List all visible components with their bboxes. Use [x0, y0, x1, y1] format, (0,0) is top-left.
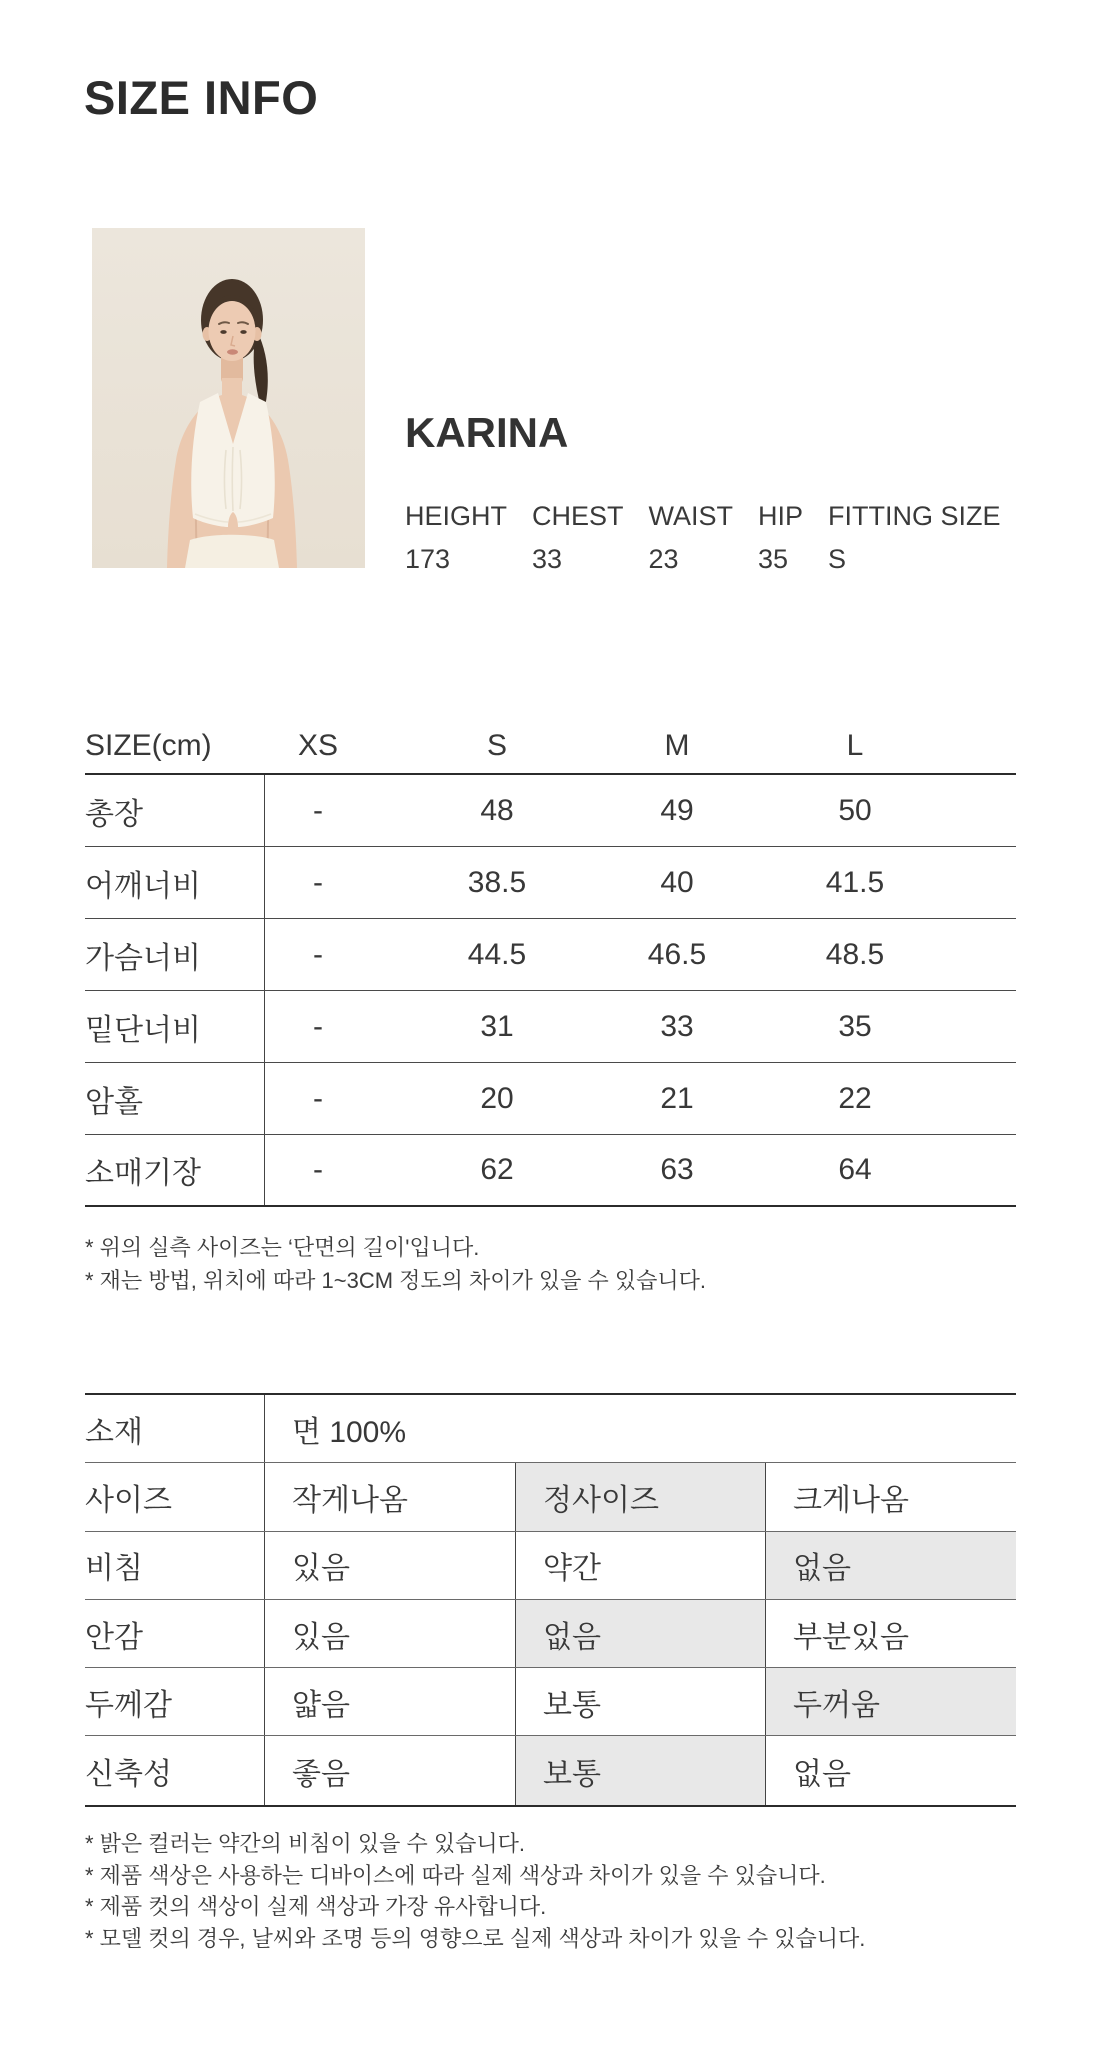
row-label: 비침 [85, 1532, 265, 1599]
size-value: 21 [660, 1081, 694, 1115]
row-label: 암홀 [85, 1063, 265, 1134]
bottom-notes [85, 1828, 865, 1954]
material-value: 면 100% [292, 1415, 407, 1449]
size-value: 31 [480, 1009, 514, 1043]
row-label: 안감 [85, 1600, 265, 1667]
stat-label: HEIGHT [405, 501, 508, 531]
model-photo-illustration [92, 228, 365, 568]
fabric-table [85, 1393, 1016, 1807]
model-stats [405, 502, 1001, 574]
size-value: 62 [480, 1153, 514, 1186]
row-label: 소매기장 [85, 1135, 265, 1205]
size-value: - [313, 1081, 323, 1115]
option-cell: 좋음 [265, 1736, 516, 1804]
row-label: 어깨너비 [85, 847, 265, 918]
fabric-row-size-fit [85, 1463, 1016, 1531]
row-label: 밑단너비 [85, 991, 265, 1062]
note-line: * 밝은 컬러는 약간의 비침이 있을 수 있습니다. [85, 1831, 525, 1856]
row-label: 소재 [85, 1395, 265, 1462]
size-value: 41.5 [825, 865, 885, 899]
note-line: * 제품 색상은 사용하는 디바이스에 따라 실제 색상과 차이가 있을 수 있습니다. [85, 1862, 826, 1888]
size-value: 40 [660, 865, 694, 899]
size-value: 48 [480, 793, 514, 827]
stat-label: CHEST [532, 501, 624, 531]
option-cell: 보통 [516, 1736, 766, 1804]
stat-fitting-size [828, 502, 1001, 574]
size-table-header-cell: XS [297, 728, 339, 762]
option-cell: 없음 [766, 1532, 1016, 1599]
stat-height [405, 502, 507, 574]
size-value: 44.5 [467, 937, 527, 971]
size-table-header-cell: L [846, 728, 864, 762]
model-photo [92, 228, 365, 568]
option-cell: 크게나옴 [793, 1483, 909, 1517]
stat-value: 173 [405, 543, 451, 574]
row-label: 두께감 [85, 1668, 265, 1735]
size-value: 50 [838, 793, 872, 827]
size-table-header-cell: S [486, 728, 507, 762]
stat-value: 35 [758, 543, 789, 574]
option-cell: 두꺼움 [766, 1668, 1016, 1735]
size-value: 33 [660, 1009, 694, 1043]
size-table-header [85, 718, 1016, 775]
size-value: 48.5 [825, 937, 885, 971]
row-label: 총장 [85, 775, 265, 846]
stat-value: 33 [532, 543, 563, 574]
size-table-row [85, 847, 1016, 919]
note-line: * 위의 실측 사이즈는 ‘단면의 길이'입니다. [85, 1235, 480, 1260]
size-value: 22 [838, 1081, 872, 1115]
row-label: 사이즈 [85, 1463, 265, 1530]
size-table-header-cell: SIZE(cm) [85, 728, 212, 762]
option-cell: 없음 [516, 1600, 766, 1667]
fabric-row-lining [85, 1600, 1016, 1668]
row-label: 가슴너비 [85, 919, 265, 990]
note-line: * 모델 컷의 경우, 날씨와 조명 등의 영향으로 실제 색상과 차이가 있을 수 있습니다. [85, 1925, 866, 1951]
option-cell: 있음 [265, 1600, 516, 1667]
option-cell: 약간 [516, 1532, 766, 1599]
option-cell: 있음 [265, 1532, 516, 1599]
size-value: - [313, 865, 323, 899]
stat-hip [758, 502, 803, 574]
stat-label: FITTING SIZE [828, 501, 1001, 531]
stat-label: HIP [758, 501, 804, 531]
size-table-row [85, 919, 1016, 991]
page-title: SIZE INFO [84, 71, 319, 124]
option-cell: 작게나옴 [265, 1463, 516, 1530]
option-cell: 부분있음 [793, 1620, 909, 1654]
option-cell: 보통 [516, 1668, 766, 1735]
size-value: 64 [838, 1153, 872, 1186]
size-table-row [85, 991, 1016, 1063]
size-value: 38.5 [467, 865, 527, 899]
fabric-row-thickness [85, 1668, 1016, 1736]
size-value: - [313, 793, 323, 827]
size-value: 46.5 [647, 937, 707, 971]
fabric-row-sheerness [85, 1532, 1016, 1600]
size-value: - [313, 1153, 323, 1186]
size-table-header-cell: M [664, 728, 690, 762]
option-cell: 정사이즈 [516, 1463, 766, 1530]
row-label: 신축성 [85, 1736, 265, 1804]
model-name: KARINA [405, 409, 569, 456]
stat-value: S [828, 543, 847, 574]
stat-chest [532, 502, 624, 574]
size-notes [85, 1231, 706, 1297]
note-line: * 제품 컷의 색상이 실제 색상과 가장 유사합니다. [85, 1894, 547, 1919]
fabric-row-material [85, 1395, 1016, 1463]
size-value: - [313, 937, 323, 971]
fabric-row-stretch [85, 1736, 1016, 1804]
stat-label: WAIST [648, 501, 734, 531]
size-table-row [85, 1063, 1016, 1135]
option-cell: 없음 [793, 1757, 851, 1791]
note-line: * 재는 방법, 위치에 따라 1~3CM 정도의 차이가 있을 수 있습니다. [85, 1268, 706, 1293]
size-value: 20 [480, 1081, 514, 1115]
size-value: 63 [660, 1153, 694, 1186]
size-value: - [313, 1009, 323, 1043]
size-value: 35 [838, 1009, 872, 1043]
size-table [85, 718, 1016, 1207]
size-table-row [85, 1135, 1016, 1207]
stat-value: 23 [648, 543, 679, 574]
stat-waist [649, 502, 734, 574]
size-table-row [85, 775, 1016, 847]
size-value: 49 [660, 793, 694, 827]
option-cell: 얇음 [265, 1668, 516, 1735]
